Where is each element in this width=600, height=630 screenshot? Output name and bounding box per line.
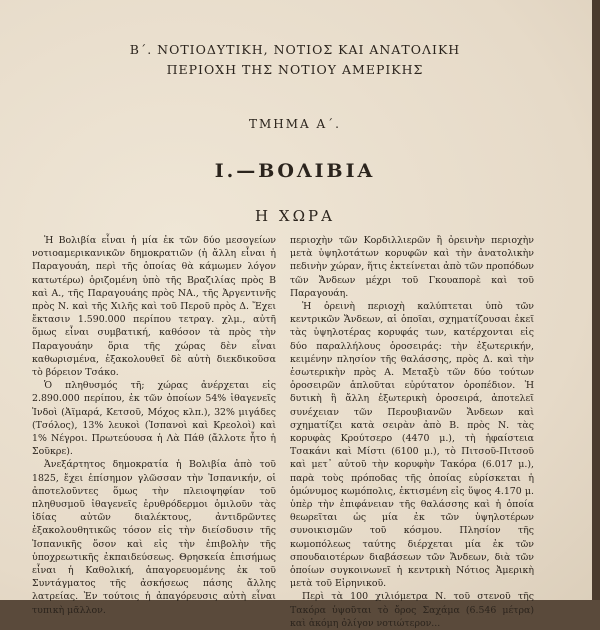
part-heading-line-2: ΠΕΡΙΟΧΗ ΤΗΣ ΝΟΤΙΟΥ ΑΜΕΡΙΚΗΣ bbox=[166, 62, 424, 77]
book-spine-shadow bbox=[592, 0, 600, 600]
paragraph: Ἀνεξάρτητος δημοκρατία ἡ Βολιβία ἀπὸ τοῦ 1825, ἔχει ἐπίσημον γλῶσσαν τὴν Ἰσπανικήν, οἱ ἀποτελοῦντες ὅμως τὴν πλειοψηφίαν τοῦ πληθυσμοῦ ἰθαγενεῖς ἐρυθρόδερμοι ὁμιλοῦν τὰς ἰδίας αὐτῶν διαλέκτους, ἀντιδρῶντες ἐξακολουθητικῶς τόσον εἰς τὴν διείσδυσιν τῆς Ἰσπανικῆς ὅσον καὶ εἰς τὴν ἐπιβολὴν τῆς ὑποχρεωτικῆς ἐκπαιδεύσεως. Θρησκεία ἐπισήμως εἶναι ἡ Καθολική, ἀπαγορευομένης ἐκ τοῦ Συντάγματος τῆς ἀσκήσεως πάσης ἄλλης λατρείας. Ἐν τούτοις ἡ ἀπαγόρευσις αὐτὴ εἶναι τυπικὴ μᾶλλον. bbox=[32, 459, 276, 616]
paragraph: Ὁ πληθυσμός τῆ; χώρας ἀνέρχεται εἰς 2.890.000 περίπου, ἐκ τῶν ὁποίων 54% ἰθαγενεῖς Ἰνδοὶ (Ἀϊμαρά, Κετσοῦ, Μόχος κλπ.), 32% μιγάδες (Τσόλος), 13% λευκοὶ (Ἰσπανοὶ καὶ Κρεολοὶ) καὶ 1% Νέγροι. Πρωτεύουσα ἡ Λὰ Πάθ (ἄλλοτε ἦτο ἡ Σοῦκρε). bbox=[32, 380, 276, 458]
right-text-column bbox=[290, 234, 534, 630]
section-label: ΤΜΗΜΑ Α΄. bbox=[248, 117, 341, 131]
paragraph: Ἡ Βολιβία εἶναι ἡ μία ἐκ τῶν δύο μεσογείων νοτιοαμερικανικῶν δημοκρατιῶν (ἡ ἄλλη εἶναι ἡ Παραγουάη, περὶ τῆς ὁποίας θὰ κάμωμεν λόγον κατωτέρω) ὁριζομένη ὑπὸ τῆς Βραζιλίας πρὸς Β καὶ Α., τῆς Παραγουάης πρὸς ΝΑ., τῆς Ἀργεντινῆς πρὸς Ν. καὶ τῆς Χιλῆς καὶ τοῦ Περοῦ πρὸς Δ. Ἔχει ἔκτασιν 1.590.000 περίπου τετραγ. χλμ., αὐτῆ ὅμως εἶναι συμβατική, καθόσον τὰ πρὸς τὴν Παραγουάην ὅρια τῆς χώρας δὲν εἶναι καθωρισμένα, ἐξακολουθεῖ δὲ αὐτὴ διεκδικοῦσα τὸ βόρειον Τσάκο. bbox=[32, 235, 276, 379]
paragraph: Ἡ ὀρεινὴ περιοχὴ καλύπτεται ὑπὸ τῶν κεντρικῶν Ἄνδεων, αἱ ὁποῖαι, σχηματίζουσαι ἐκεῖ τὰς ὑψηλοτέρας κορυφάς των, κατέρχονται εἰς δύο παραλλήλους ὀροσειράς: τὴν ἐξωτερικήν, κειμένην πλησίον τῆς θαλάσσης, πρὸς Δ. καὶ τὴν ἐσωτερικὴν πρὸς Α. Μεταξὺ τῶν δύο τούτων ὀροσειρῶν ἁπλοῦται εὐρύτατον ὀροπέδιον. Ἡ δυτικὴ ἢ ἄλλη ἐξωτερικὴ ὀροσειρά, ἀποτελεῖ συνέχειαν τῶν Περουβιανῶν Ἄνδεων καὶ σχηματίζει κατὰ σειρὰν ἀπὸ Β. πρὸς Ν. τὰς κορυφὰς Κρούτσερο (4470 μ.), τὴ ἡφαίστεια Τσακάνι καὶ Μίστι (6100 μ.), τὸ Πιτσοῦ-Πιτσοῦ καὶ μετ᾽ αὐτοῦ τὴν κορυφὴν Τακόρα (6.017 μ.), παρὰ τοὺς πρόποδας τῆς ὁποίας εὑρίσκεται ἡ ὁμώνυμος κωμόπολις, ἐκτισμένη εἰς ὕψος 4.170 μ. ὑπὲρ τὴν ἐπιφάνειαν τῆς θαλάσσης καὶ ἡ ὁποία θεωρεῖται ὡς μία ἐκ τῶν ὑψηλοτέρων συνοικισμῶν τοῦ κόσμου. Πλησίον τῆς κωμοπόλεως ταύτης διέρχεται μία ἐκ τῶν σπουδαιοτέρων διαβάσεων τῶν Ἄνδεων, διὰ τῶν ὁποίων συγκοινωνεῖ ἡ κεντρικὴ Νότιος Ἀμερικὴ μετὰ τοῦ Εἰρηνικοῦ. bbox=[290, 301, 534, 590]
chapter-title: I.—ΒΟΛΙΒΙΑ bbox=[214, 160, 376, 182]
part-heading-line-1: Β΄. ΝΟΤΙΟΔΥΤΙΚΗ, ΝΟΤΙΟΣ ΚΑΙ ΑΝΑΤΟΛΙΚΗ bbox=[129, 42, 461, 57]
paragraph: Περὶ τὰ 100 χιλιόμετρα Ν. τοῦ στενοῦ τῆς Τακόρα ὑψοῦται τὸ ὄρος Σαχάμα (6.546 μέτρα) καὶ ἀκόμη ὀλίγον νοτιώτερον... bbox=[290, 591, 534, 629]
left-text-column bbox=[32, 234, 276, 617]
chapter-subtitle: Η ΧΩΡΑ bbox=[255, 207, 335, 225]
paragraph: περιοχὴν τῶν Κορδιλλιερῶν ἢ ὀρεινὴν περιοχὴν μετὰ ὑψηλοτάτων κορυφῶν καὶ τὴν ἀνατολικὴν πεδινὴν χώραν, ἥτις ἐκτείνεται ἀπὸ τῶν προπόδων τῶν Ἄνδεων μέχρι τοῦ Γκουαπορὲ καὶ τοῦ Παραγουάη. bbox=[290, 235, 534, 299]
